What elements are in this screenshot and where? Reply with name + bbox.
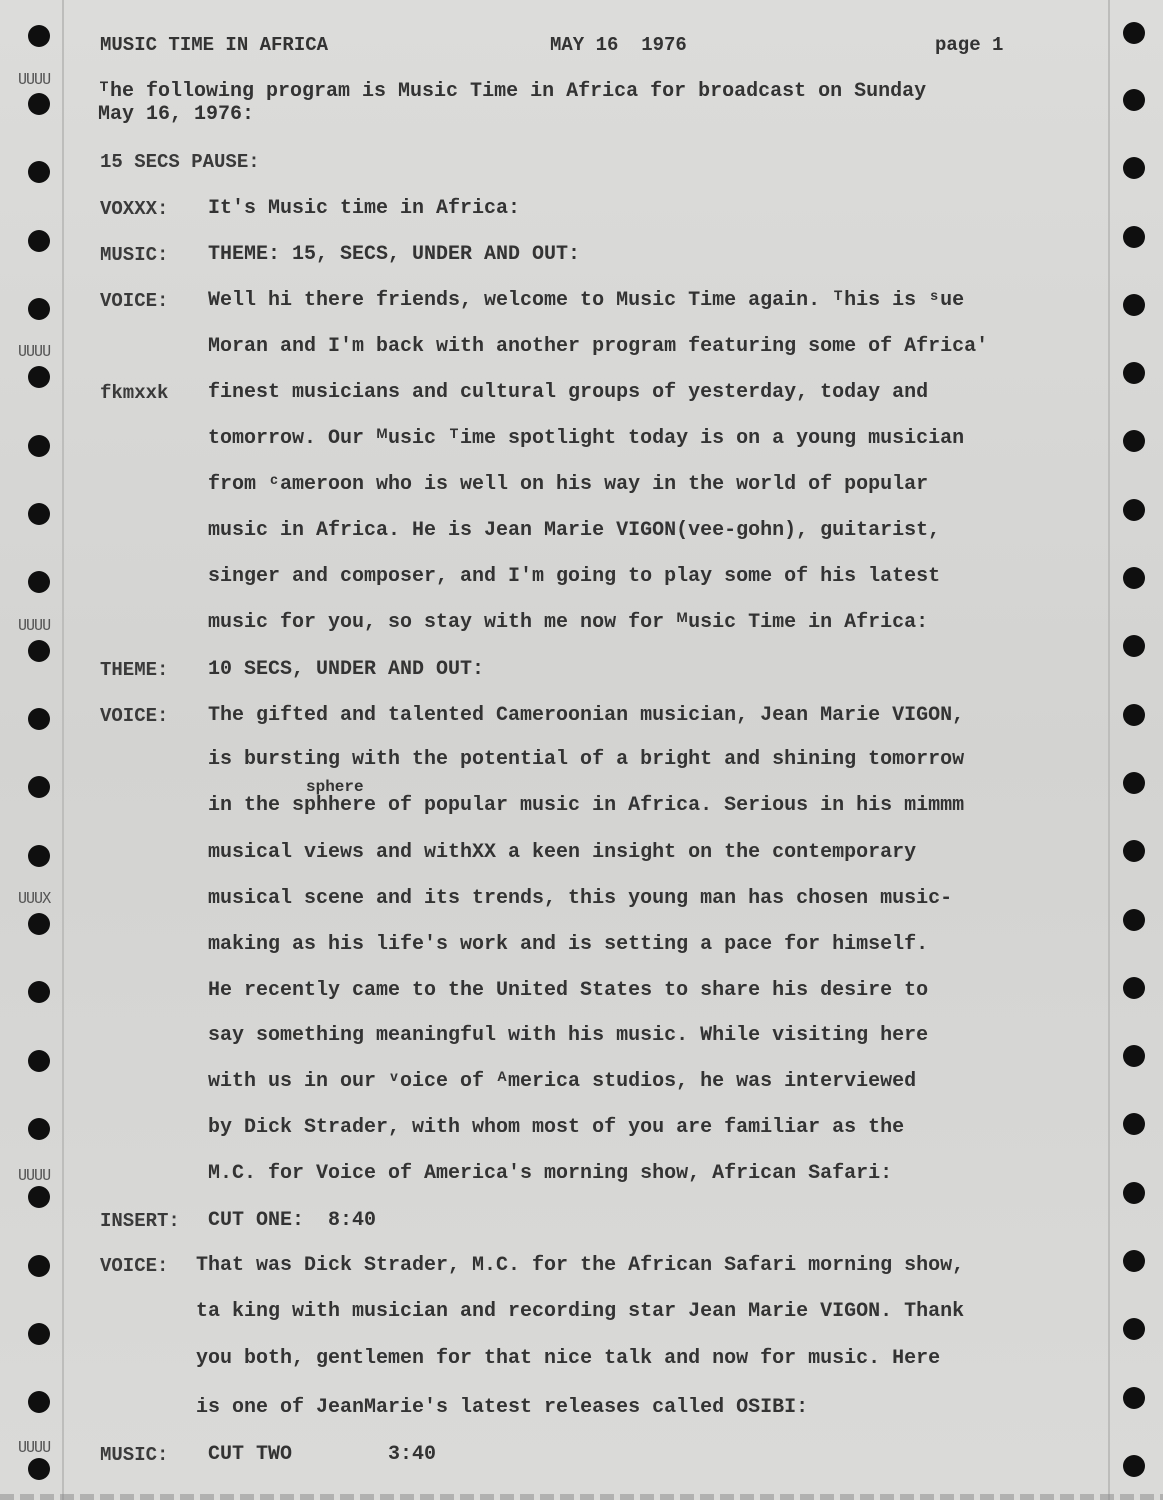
script-line: musical views and withXX a keen insight on the contemporary: [208, 841, 917, 864]
tear-mark: UUUU: [18, 1166, 51, 1184]
script-line: It's Music time in Africa:: [208, 197, 521, 220]
tractor-hole: [1123, 635, 1145, 657]
tear-mark: UUUX: [18, 889, 51, 907]
tractor-hole: [28, 1118, 50, 1140]
tractor-hole: [28, 1458, 50, 1480]
script-line: Moran and I'm back with another program featuring some of Africa': [208, 335, 989, 358]
cue-label: MUSIC:: [100, 244, 169, 266]
script-line: May 16, 1976:: [98, 103, 255, 126]
tractor-hole: [28, 571, 50, 593]
tractor-hole: [28, 1323, 50, 1345]
cue-label: MUSIC:: [100, 1444, 169, 1466]
tractor-hole: [28, 640, 50, 662]
cue-label: 15 SECS PAUSE:: [100, 151, 260, 173]
script-line: ᵀhe following program is Music Time in Africa for broadcast on Sunday: [98, 80, 927, 103]
script-line: CUT TWO 3:40: [208, 1443, 437, 1466]
left-perforation-edge: [62, 0, 64, 1500]
script-line: tomorrow. Our ᴹusic ᵀime spotlight today is on a young musician: [208, 427, 965, 450]
script-line: That was Dick Strader, M.C. for the African Safari morning show,: [196, 1254, 965, 1277]
cue-label: VOICE:: [100, 290, 169, 312]
tractor-hole: [28, 913, 50, 935]
script-line: from ᶜameroon who is well on his way in the world of popular: [208, 473, 929, 496]
script-line: is bursting with the potential of a bright and shining tomorrow: [208, 748, 965, 771]
broadcast-date: MAY 16 1976: [550, 34, 687, 56]
interlinear-correction: sphere: [306, 778, 364, 796]
tractor-hole: [1123, 567, 1145, 589]
tractor-hole: [1123, 840, 1145, 862]
tractor-hole: [1123, 1113, 1145, 1135]
tractor-hole: [28, 981, 50, 1003]
bottom-tear-edge: [0, 1494, 1163, 1500]
script-line: you both, gentlemen for that nice talk and now for music. Here: [196, 1347, 941, 1370]
script-line: ta king with musician and recording star Jean Marie VIGON. Thank: [196, 1300, 965, 1323]
tractor-hole: [28, 776, 50, 798]
script-line: making as his life's work and is setting a pace for himself.: [208, 933, 929, 956]
program-title: MUSIC TIME IN AFRICA: [100, 34, 329, 56]
tractor-hole: [1123, 1250, 1145, 1272]
tractor-hole: [1123, 362, 1145, 384]
cue-label: INSERT:: [100, 1210, 180, 1232]
script-line: is one of JeanMarie's latest releases called OSIBI:: [196, 1396, 809, 1419]
tractor-hole: [28, 708, 50, 730]
tractor-hole: [28, 25, 50, 47]
cue-label: THEME:: [100, 659, 169, 681]
tractor-hole: [28, 1050, 50, 1072]
tractor-hole: [28, 93, 50, 115]
tractor-hole: [1123, 430, 1145, 452]
tear-mark: UUUU: [18, 342, 51, 360]
tractor-hole: [1123, 704, 1145, 726]
tractor-hole: [1123, 977, 1145, 999]
script-line: with us in our ᵛoice of ᴬmerica studios, he was interviewed: [208, 1070, 917, 1093]
cue-label: VOICE:: [100, 705, 169, 727]
tractor-hole: [1123, 226, 1145, 248]
script-line: 10 SECS, UNDER AND OUT:: [208, 658, 485, 681]
script-line: Well hi there friends, welcome to Music Time again. ᵀhis is ˢue: [208, 289, 965, 312]
tractor-hole: [1123, 909, 1145, 931]
cue-label: fkmxxk: [100, 382, 169, 404]
tractor-hole: [1123, 1318, 1145, 1340]
script-line: music for you, so stay with me now for ᴹusic Time in Africa:: [208, 611, 929, 634]
tractor-hole: [28, 503, 50, 525]
script-line: THEME: 15, SECS, UNDER AND OUT:: [208, 243, 581, 266]
script-line: music in Africa. He is Jean Marie VIGON(vee-gohn), guitarist,: [208, 519, 941, 542]
tractor-hole: [28, 230, 50, 252]
tractor-hole: [28, 845, 50, 867]
tractor-hole: [1123, 499, 1145, 521]
tear-mark: UUUU: [18, 70, 51, 88]
script-line: by Dick Strader, with whom most of you are familiar as the: [208, 1116, 905, 1139]
tractor-hole: [28, 298, 50, 320]
tractor-hole: [1123, 1387, 1145, 1409]
tractor-hole: [1123, 157, 1145, 179]
tractor-hole: [28, 161, 50, 183]
tractor-hole: [1123, 772, 1145, 794]
tractor-hole: [28, 1255, 50, 1277]
tractor-hole: [1123, 1455, 1145, 1477]
tractor-hole: [28, 1391, 50, 1413]
tractor-hole: [1123, 1182, 1145, 1204]
tractor-hole: [28, 366, 50, 388]
right-perforation-edge: [1108, 0, 1110, 1500]
tractor-hole: [1123, 89, 1145, 111]
script-line: in the sphhere of popular music in Africa. Serious in his mimmm: [208, 794, 965, 817]
page-number: page 1: [935, 34, 1004, 56]
tear-mark: UUUU: [18, 616, 51, 634]
script-line: CUT ONE: 8:40: [208, 1209, 377, 1232]
tractor-hole: [28, 1186, 50, 1208]
script-line: The gifted and talented Cameroonian musician, Jean Marie VIGON,: [208, 704, 965, 727]
script-line: M.C. for Voice of America's morning show, African Safari:: [208, 1162, 893, 1185]
script-line: singer and composer, and I'm going to play some of his latest: [208, 565, 941, 588]
script-line: say something meaningful with his music. While visiting here: [208, 1024, 929, 1047]
tractor-hole: [1123, 294, 1145, 316]
tractor-hole: [1123, 22, 1145, 44]
script-line: musical scene and its trends, this young man has chosen music-: [208, 887, 953, 910]
cue-label: VOXXX:: [100, 198, 169, 220]
tractor-hole: [1123, 1045, 1145, 1067]
script-line: He recently came to the United States to share his desire to: [208, 979, 929, 1002]
tractor-hole: [28, 435, 50, 457]
script-line: finest musicians and cultural groups of yesterday, today and: [208, 381, 929, 404]
cue-label: VOICE:: [100, 1255, 169, 1277]
tear-mark: UUUU: [18, 1438, 51, 1456]
